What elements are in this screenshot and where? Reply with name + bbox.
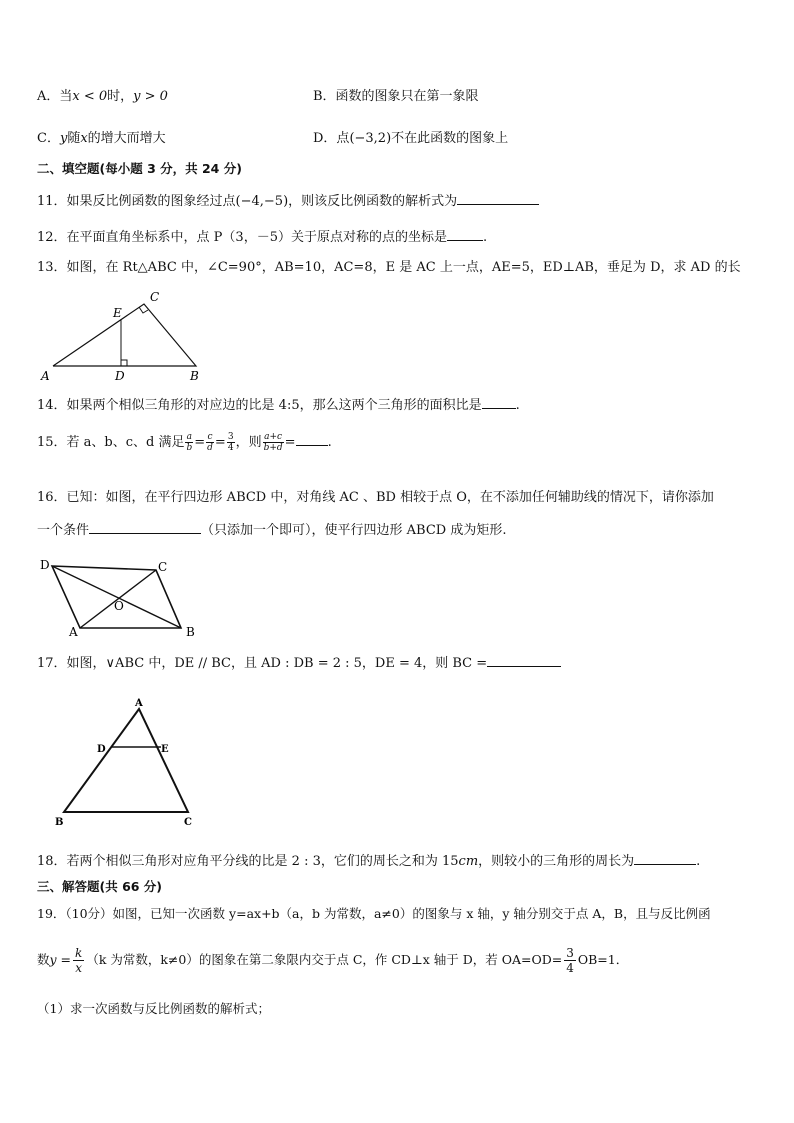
option-d-suffix: 不在此函数的图象上	[391, 131, 509, 146]
fig17-label-e: E	[161, 744, 169, 755]
frac-den: b+d	[263, 443, 283, 453]
question-19-sub-1: （1）求一次函数与反比例函数的解析式；	[37, 1001, 270, 1016]
option-a-math1: x < 0	[72, 89, 108, 104]
frac-num: a	[186, 432, 193, 442]
q19-line2a: 数	[37, 952, 50, 967]
q19-frac-k-x	[73, 946, 84, 975]
q15-eq1: =	[194, 435, 206, 450]
right-angle-d	[121, 360, 127, 366]
fig13-label-d: D	[115, 369, 125, 383]
fig13-label-c: C	[150, 290, 160, 304]
fig13-label-a: A	[41, 369, 50, 383]
q10-option-c	[37, 130, 166, 148]
fig17-label-a: A	[135, 698, 143, 709]
frac-num: c	[207, 432, 213, 442]
figure-17-triangle	[50, 694, 200, 828]
q11-text2: ，则该反比例函数的解析式为	[288, 194, 458, 209]
q11-math: (−4,−5)	[235, 194, 289, 209]
figure-16-parallelogram	[36, 556, 206, 642]
q15-eq2: =	[214, 435, 226, 450]
question-19-line-1: 19．（10分）如图，已知一次函数 y=ax+b（a，b 为常数，a≠0）的图象与 x 轴，y 轴分别交于点 A，B，且与反比例函	[37, 906, 711, 921]
frac-num: k	[75, 946, 83, 960]
option-c-math2: x	[80, 131, 88, 146]
option-a-math2: y > 0	[133, 89, 168, 104]
q18-end: .	[696, 854, 701, 869]
question-13: 13．如图，在 Rt△ABC 中，∠C=90°，AB=10，AC=8，E 是 AC 上一点，AE=5，ED⊥AB，垂足为 D，求 AD 的长	[37, 260, 741, 275]
fig17-label-b: B	[55, 817, 64, 828]
q11-answer-blank[interactable]	[457, 192, 539, 205]
q17-answer-blank[interactable]	[487, 654, 561, 667]
q15-frac-a-b	[185, 432, 193, 453]
question-16-line-2	[37, 521, 506, 540]
q15-frac-c-d	[206, 432, 214, 453]
fig16-label-a: A	[69, 625, 78, 639]
option-a-label: A．当	[37, 89, 73, 104]
option-d-prefix: D．点	[313, 131, 350, 146]
q19-y-equals: y =	[49, 952, 72, 967]
q12-end: .	[482, 230, 488, 245]
figure-13-right-triangle	[38, 287, 208, 387]
fig16-label-c: C	[158, 560, 168, 574]
question-12	[37, 228, 487, 247]
q14-end: .	[515, 398, 520, 413]
q18-text2: ，则较小的三角形的周长为	[478, 854, 635, 869]
section-3-title: 三、解答题(共 66 分)	[37, 879, 163, 894]
frac-num: a+c	[264, 432, 283, 442]
triangle-abc	[64, 709, 188, 812]
option-c-suffix: 的增大而增大	[87, 131, 166, 146]
frac-num: 3	[227, 432, 234, 442]
q11-text1: 11．如果反比例函数的图象经过点	[37, 194, 236, 209]
fig13-label-e: E	[113, 306, 122, 320]
fig17-label-c: C	[184, 817, 192, 828]
section-2-title: 二、填空题(每小题 3 分，共 24 分)	[37, 161, 242, 176]
q19-frac-3-4	[564, 946, 576, 975]
q19-line2b: （k 为常数，k≠0）的图象在第二象限内交于点 C，作 CD⊥x 轴于 D，若 OA=OD=	[86, 952, 563, 967]
q18-text1: 18．若两个相似三角形对应角平分线的比是 2 : 3，它们的周长之和为 15	[37, 854, 459, 869]
question-11	[37, 192, 539, 211]
q15-text3: =	[284, 435, 296, 450]
q12-answer-blank[interactable]	[447, 228, 483, 241]
question-18	[37, 852, 700, 871]
q15-answer-blank[interactable]	[296, 433, 328, 446]
q15-end: .	[327, 435, 332, 450]
q15-text1: 15．若 a、b、c、d 满足	[37, 435, 185, 450]
frac-den: b	[186, 443, 193, 453]
fig13-label-b: B	[190, 369, 199, 383]
q19-line2c: OB=1．	[577, 952, 629, 967]
frac-num: 3	[566, 946, 574, 960]
q10-option-b: B．函数的图象只在第一象限	[313, 89, 479, 104]
frac-den: 4	[566, 961, 574, 975]
frac-den: d	[207, 443, 213, 453]
q18-answer-blank[interactable]	[634, 852, 696, 865]
question-16-line-1: 16．已知：如图，在平行四边形 ABCD 中，对角线 AC 、BD 相较于点 O，在不添加任何辅助线的情况下，请你添加	[37, 490, 714, 505]
option-c-math: y	[59, 131, 68, 146]
option-c-prefix: C．	[37, 131, 60, 146]
q14-text: 14．如果两个相似三角形的对应边的比是 4:5，那么这两个三角形的面积比是	[37, 398, 482, 413]
fig16-label-o: O	[114, 599, 124, 613]
q15-frac-sum	[263, 432, 284, 453]
question-17	[37, 654, 561, 673]
q12-text: 12．在平面直角坐标系中，点 P（3，－5）关于原点对称的点的坐标是	[37, 230, 447, 245]
q16-line2b: （只添加一个即可），使平行四边形 ABCD 成为矩形.	[201, 523, 507, 538]
option-a-mid: 时，	[107, 89, 134, 104]
question-14	[37, 396, 520, 415]
option-c-mid: 随	[67, 131, 81, 146]
fig17-label-d: D	[97, 744, 106, 755]
frac-den: 4	[227, 443, 234, 453]
frac-den: x	[75, 961, 83, 975]
q17-text: 17．如图，∨ABC 中，DE // BC，且 AD : DB = 2 : 5，DE = 4，则 BC =	[37, 656, 488, 671]
diagonal-db	[52, 566, 181, 628]
q15-text2: ，则	[235, 435, 262, 450]
q10-option-d	[313, 130, 508, 148]
q14-answer-blank[interactable]	[482, 396, 516, 409]
q15-frac-3-4	[227, 432, 235, 453]
option-d-math: (−3,2)	[349, 131, 392, 146]
q10-option-a	[37, 88, 168, 106]
q16-answer-blank[interactable]	[89, 521, 201, 534]
fig16-label-b: B	[186, 625, 195, 639]
question-19-line-2	[37, 940, 628, 980]
q18-unit: cm	[458, 854, 479, 869]
fig16-label-d: D	[40, 558, 50, 572]
question-15	[37, 430, 332, 456]
q16-line2a: 一个条件	[37, 523, 90, 538]
triangle-abc	[53, 304, 196, 366]
